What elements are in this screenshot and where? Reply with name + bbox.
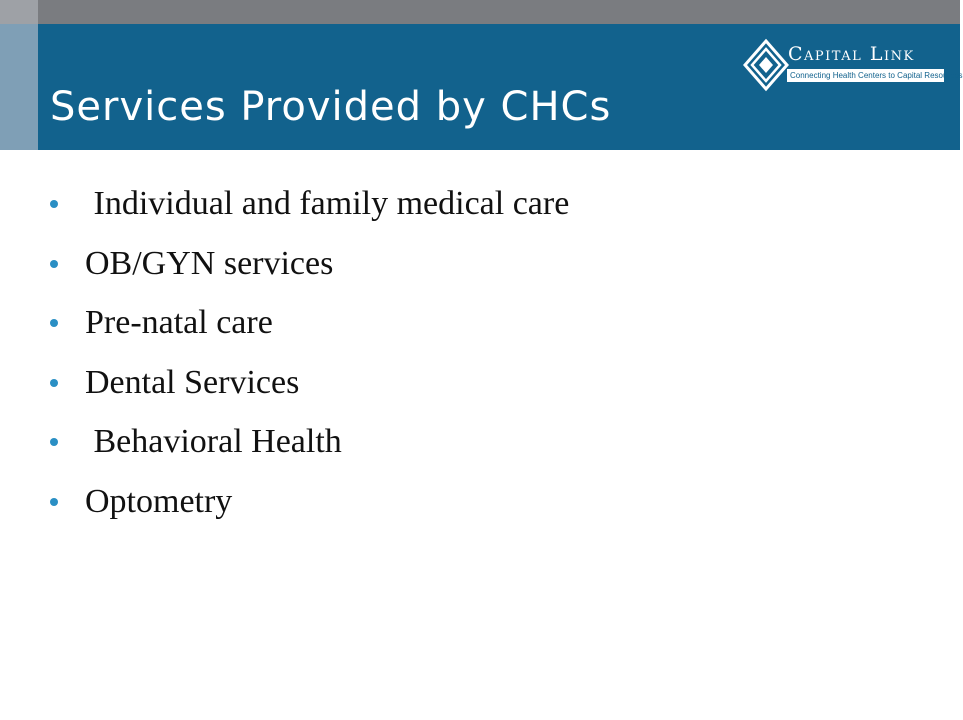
list-item <box>50 476 233 536</box>
bullet-text: Pre-natal care <box>85 304 273 341</box>
bullet-dot-icon <box>50 260 58 268</box>
logo-tagline: Connecting Health Centers to Capital Resources <box>787 69 944 82</box>
top-bar <box>0 0 960 24</box>
bullet-dot-icon <box>50 319 58 327</box>
bullet-text: OB/GYN services <box>85 244 334 282</box>
bullet-text: Individual and family medical care <box>85 185 570 222</box>
logo-name: Capital Link <box>788 43 915 65</box>
list-item <box>50 297 273 357</box>
bullet-dot-icon <box>50 438 58 446</box>
capital-link-logo <box>742 39 963 91</box>
bullet-dot-icon <box>50 200 58 208</box>
top-bar-accent <box>0 0 38 24</box>
slide-title: Services Provided by CHCs <box>50 84 612 130</box>
bullet-list <box>50 178 570 535</box>
bullet-dot-icon <box>50 379 58 387</box>
bullet-dot-icon <box>50 498 58 506</box>
header-left-block <box>0 24 38 150</box>
list-item <box>50 238 334 298</box>
list-item <box>50 357 300 417</box>
bullet-text: Dental Services <box>85 363 300 401</box>
bullet-text: Behavioral Health <box>85 423 342 460</box>
diamond-logo-icon <box>742 39 790 91</box>
bullet-text: Optometry <box>85 482 233 520</box>
list-item <box>50 178 570 238</box>
list-item <box>50 416 342 476</box>
